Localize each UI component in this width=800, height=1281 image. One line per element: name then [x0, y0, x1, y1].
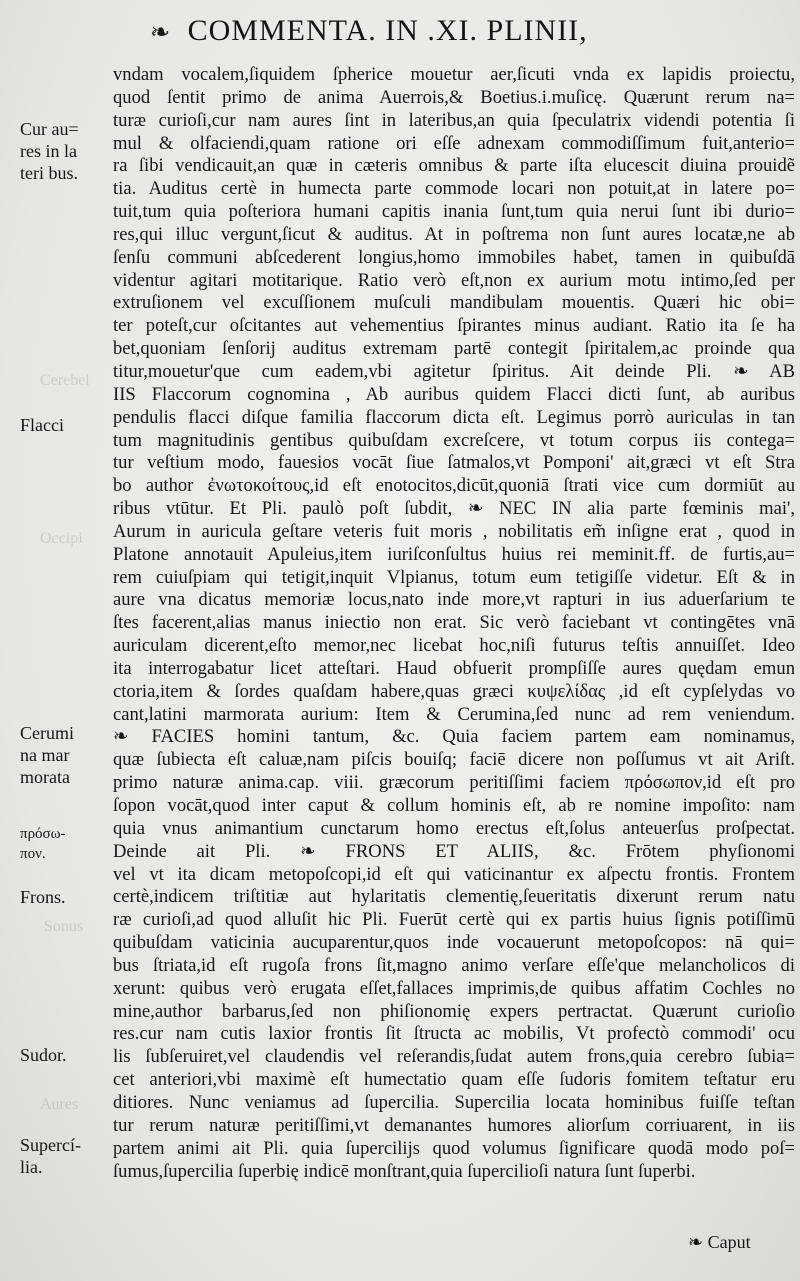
text-line: res.cur nam cutis laxior frontis ſit ſtructa ac mobilis, Vt profectò commodi' ocu	[113, 1023, 795, 1045]
text-line: tum magnitudinis gentibus quibuſdam excreſcere, vt totum corpus iis contega=	[113, 429, 795, 451]
text-line: aure vna dicatus memoriæ locus,nato inde more,vt rapturi in ius aduerſarium te	[113, 589, 795, 611]
text-line: res,qui illuc vergunt,ſicut & auditus. At in poſtrema non ſunt aures locatæ,ne ab	[113, 223, 795, 245]
text-line: tia. Auditus certè in humecta parte commode locari non potuit,at in latere po=	[113, 178, 795, 200]
margin-note-frons: Frons.	[20, 887, 66, 907]
margin-note-prosopon: πρόσω- πον.	[20, 826, 66, 862]
text-line: mine,author barbarus,ſed non phiſionomię expers pertractat. Quærunt curioſio	[113, 1000, 795, 1022]
text-line: Platone annotauit Apuleius,item iuriſconſultus huius rei meminit.ff. de furtis,au=	[113, 543, 795, 565]
header-title: COMMENTA. IN .XI. PLINII,	[187, 14, 588, 47]
text-line: bus ſtriata,id eſt rugoſa frons ſit,magno animo verſare eſſe'que melancholicos di	[113, 954, 795, 976]
margin-note-sudor: Sudor.	[20, 1045, 67, 1065]
text-line: ter poteſt,cur oſcitantes aut vehementius ſpirantes minus audiant. Ratio ita ſe ha	[113, 315, 795, 337]
text-line: xerunt: quibus verò erugata eſſet,fallaces imprimis,de quibus affatim Cochles no	[113, 977, 795, 999]
text-line: ribus vtūtur. Et Pli. paulò poſt ſubdit, ❧ NEC IN alia parte fœminis mai',	[113, 498, 795, 520]
text-line: ræ curioſi,ad quod alluſit hic Pli. Fuerūt certè qui ex partis huius ſignis potiſſimū	[113, 909, 795, 931]
text-line: mul & olfaciendi,quam ratione ori eſſe adnexam commodiſſimum fuit,anterio=	[113, 132, 795, 154]
text-line: ſtes facerent,alias manus iniectio non erat. Sic verò faciebant vt contingētes vnā	[113, 612, 795, 634]
margin-note-supercilia: Supercí- lia.	[20, 1135, 81, 1177]
text-line: tur rerum naturæ peritiſſimi,vt demanantes humores aliorſum corriuarent, in iis	[113, 1114, 795, 1136]
text-line: ita interrogabatur licet atteſtari. Haud obfuerit prompſiſſe aures quędam emun	[113, 657, 795, 679]
text-line: pendulis flacci diſque familia flaccorum dicta eſt. Legimus porrò auriculas in tan	[113, 406, 795, 428]
text-line: vel vt ita dicam metopoſcopi,id eſt qui vaticinantur ex aſpectu frontis. Frontem	[113, 863, 795, 885]
text-line: cant,latini marmorata aurium: Item & Cerumina,ſed nunc ad rem veniendum.	[113, 703, 795, 725]
text-line: tur veſtium modo, fauesios vocāt ſiue ſatmalos,vt Pomponi' ait,græci vt eſt Stra	[113, 452, 795, 474]
text-line: quibuſdam vaticinia aucuparentur,quos inde vocauerunt metopoſcopos: nā qui=	[113, 932, 795, 954]
text-line: turæ curioſi,cur nam aures ſint in lateribus,an quia ſpeculatrix videndi potentia ſi	[113, 109, 795, 131]
text-line: extruſionem vel excuſſionem muſculi mandibulam mouentis. Quæri hic obi=	[113, 292, 795, 314]
margin-note-flacci: Flacci	[20, 415, 64, 435]
body-text-block	[113, 64, 795, 1183]
text-line: Aurum in auricula geſtare veteris fuit moris , nobilitatis em̃ inſigne erat , quod in	[113, 520, 795, 542]
bleed-through-mark: Aures	[40, 1096, 79, 1113]
text-line: ſenſu communi abſcederent longius,homo immobiles habet, tamen in quibuſdā	[113, 246, 795, 268]
text-line: bet,quoniam ſenſorij auditus extremam partē contegit ſpiritalem,ac proinde qua	[113, 338, 795, 360]
text-line: vndam vocalem,ſiquidem ſpherice mouetur aer,ſicuti vnda ex lapidis proiectu,	[113, 64, 795, 85]
text-line: ditiores. Nunc veniamus ad ſupercilia. Supercilia locata hominibus fuiſſe teſtan	[113, 1091, 795, 1113]
text-line: IIS Flaccorum cognomina , Ab auribus quidem Flacci dicti ſunt, ab auribus	[113, 383, 795, 405]
text-line: quod ſentit primo de anima Auerrois,& Boetius.i.muſicę. Quærunt rerum na=	[113, 86, 795, 108]
margin-note-cerumina: Cerumi na mar morata	[20, 723, 74, 787]
text-line: Deinde ait Pli. ❧ FRONS ET ALIIS, &c. Frōtem phyſionomi	[113, 840, 795, 862]
text-line: ❧ FACIES homini tantum, &c. Quia faciem partem eam nominamus,	[113, 726, 795, 748]
text-line: ſopon vocāt,quod inter caput & collum hominis eſt, ab re nomine impoſito: nam	[113, 795, 795, 816]
text-line: titur,mouetur'que cum eadem,vbi agitetur ſpiritus. Ait deinde Pli. ❧ AB	[113, 360, 795, 382]
text-line: ra ſibi vendicauit,an quæ in cæteris omnibus & parte iſta elucescit diuina prouidẽ	[113, 155, 795, 177]
fleuron-icon: ❧	[150, 20, 172, 46]
bleed-through-mark: Cerebel	[40, 372, 90, 389]
text-line: certè,indicem triſtitiæ aut hylaritatis clementię,ſeueritatis dixerunt rerum natu	[113, 886, 795, 908]
text-line: ſumus,ſupercilia ſuperbię indicē monſtrant,quia ſupercilioſi natura ſunt ſuperbi.	[113, 1160, 696, 1182]
catchword: ❧ Caput	[688, 1232, 751, 1252]
text-line: auriculam dicerent,eſto memor,nec licebat hoc,niſi futurus teſtis annuiſſet. Ideo	[113, 635, 795, 657]
text-line: cet anteriori,vbi maximè eſt humectatio quam eſſe ſudoris fomitem teſtatur eru	[113, 1069, 795, 1091]
text-line: videntur agitari motitarique. Ratio verò eſt,non ex aurium motu intimo,ſed per	[113, 269, 795, 291]
text-line: lis ſubſeruiret,vel claudendis vel reſerandis,ſudat autem frons,quia cerebro ſubia=	[113, 1046, 795, 1068]
text-line: ctoria,item & ſordes quaſdam habere,quas græci κυψελίδας ,id eſt cypſelydas vo	[113, 680, 795, 702]
running-header	[150, 14, 750, 48]
margin-note-cur-aures: Cur au= res in la teri bus.	[20, 119, 79, 183]
text-line: bo author ἐνωτοκοίτους,id eſt enotocitos,dicūt,quoniā ſtrati vice cum dormiūt au	[113, 475, 795, 497]
text-line: rem cuiuſpiam qui tetigit,inquit Vlpianus, totum eum tetigiſſe videtur. Eſt & in	[113, 566, 795, 588]
text-line: quia vnus animantium cunctarum homo erectus eſt,ſolus anteuerſus proſpectat.	[113, 817, 795, 839]
text-line: primo naturæ anima.cap. viii. græcorum peritiſſimi faciem πρόσωπον,id eſt pro	[113, 772, 795, 794]
bleed-through-mark: Occipi	[40, 530, 83, 547]
bleed-through-mark: Sonus	[44, 918, 84, 935]
text-line: partem animi ait Pli. quia ſupercilijs quod volumus ſignificare quodā modo poſ=	[113, 1137, 795, 1159]
text-line: quæ ſubiecta eſt caluæ,nam piſcis bouiſq; faciē dicere non poſſumus vt ait Ariſt.	[113, 749, 795, 771]
text-line: tuit,tum quia poſteriora humani capitis inania ſunt,tum quia nerui ſunt ibi durio=	[113, 201, 795, 223]
